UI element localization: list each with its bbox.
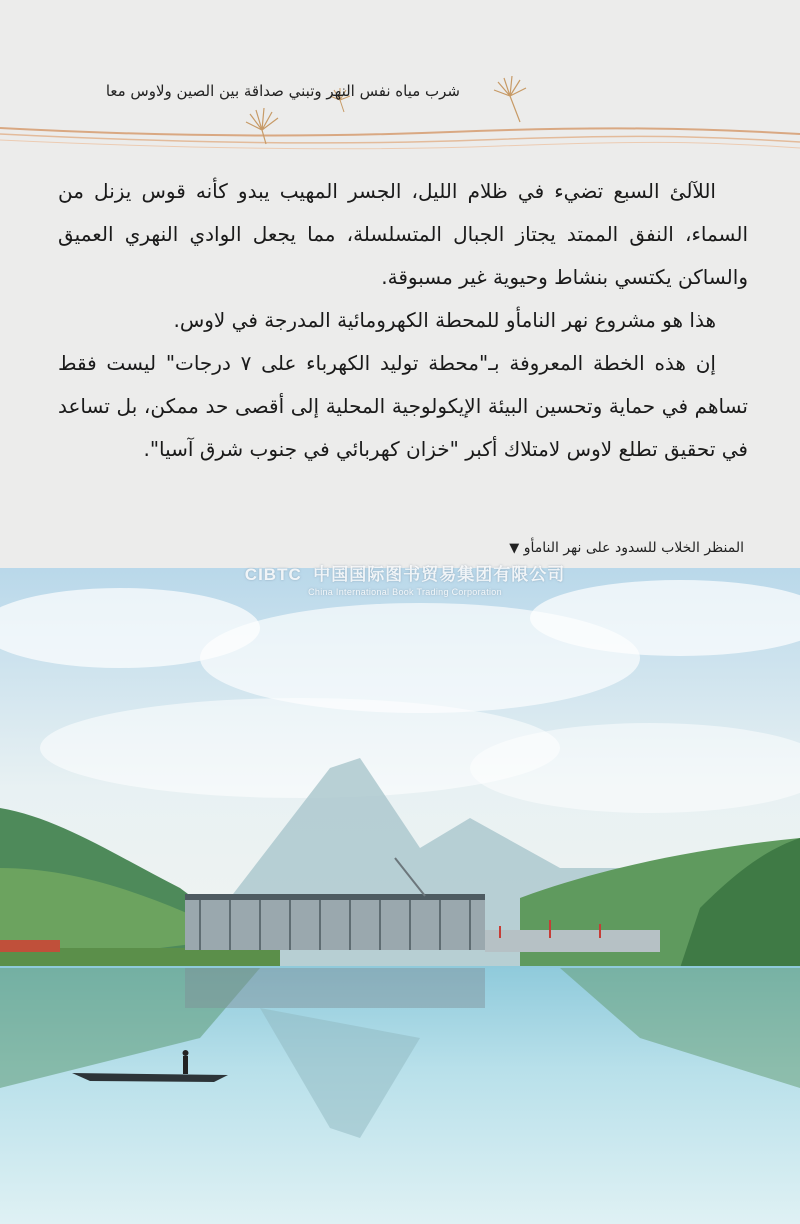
seed-ornament-icon — [246, 108, 278, 144]
dam-landscape-photo — [0, 568, 800, 1224]
running-header-title: شرب مياه نفس النهر وتبني صداقة بين الصين ولاوس معا — [105, 82, 460, 100]
paragraph: إن هذه الخطة المعروفة بـ"محطة توليد الكهرباء على ٧ درجات" ليست فقط تساهم في حماية وتحسين البيئة الإيكولوجية المحلية إلى أقصى حد ممكن، بل تساعد في تحقيق تطلع لاوس لامتلاك أكبر "خزان كهربائي في جنوب شرق آسيا". — [58, 351, 748, 461]
fisherman-figure — [183, 1056, 188, 1074]
watermark-english-text: China International Book Trading Corporation — [308, 587, 502, 597]
caption-text: المنظر الخلاب للسدود على نهر النامأو — [523, 540, 744, 556]
body-text — [58, 170, 748, 471]
paragraph: هذا هو مشروع نهر النامأو للمحطة الكهرومائية المدرجة في لاوس. — [173, 308, 716, 332]
photo-caption — [503, 540, 744, 556]
watermark-logo: CIBTC — [244, 565, 302, 584]
triangle-marker-icon: ▼ — [509, 541, 520, 556]
watermark-chinese-text: 中国国际图书贸易集团有限公司 — [313, 565, 566, 584]
paragraph: اللآلئ السبع تضيء في ظلام الليل، الجسر المهيب يبدو كأنه قوس يزنل من السماء، النفق الممتد يجتاز الجبال المتسلسلة، مما يجعل الوادي النهري العميق والساكن يكتسي بنشاط وحيوية غير مسبوقة. — [58, 179, 748, 289]
decorative-ribbon — [0, 60, 800, 170]
watermark — [240, 560, 570, 597]
